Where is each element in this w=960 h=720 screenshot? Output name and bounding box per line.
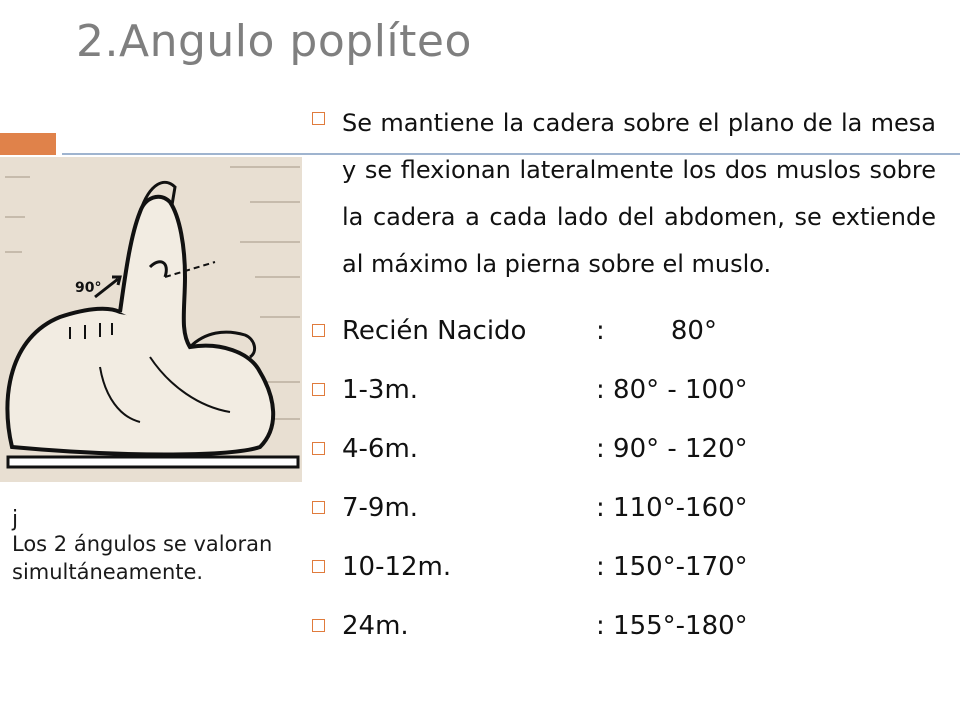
age-label: 1-3m. <box>342 374 419 405</box>
age-label: Recién Nacido <box>342 315 527 346</box>
accent-bar <box>0 133 56 155</box>
age-label: 4-6m. <box>342 433 419 464</box>
angle-value: : 110°-160° <box>596 492 748 523</box>
caption-fragment <box>10 506 290 532</box>
square-bullet-icon <box>312 324 325 337</box>
square-bullet-icon <box>312 619 325 632</box>
list-item <box>312 360 936 419</box>
list-item <box>312 478 936 537</box>
angle-value: : 80° <box>596 315 717 346</box>
popliteal-angle-illustration <box>0 157 302 482</box>
angle-value: : 150°-170° <box>596 551 748 582</box>
svg-text:j: j <box>12 507 19 532</box>
list-item <box>312 419 936 478</box>
square-bullet-icon <box>312 112 325 125</box>
square-bullet-icon <box>312 560 325 573</box>
age-label: 24m. <box>342 610 409 641</box>
slide-title: 2.Angulo poplíteo <box>76 16 472 67</box>
list-item <box>312 596 936 655</box>
age-value-list <box>312 301 936 655</box>
description-item <box>312 100 936 288</box>
list-item <box>312 537 936 596</box>
description-text: Se mantiene la cadera sobre el plano de la mesa y se flexionan lateralmente los dos muslos sobre la cadera a cada lado del abdomen, se extiende al máximo la pierna sobre el muslo. <box>342 109 936 278</box>
angle-value: : 80° - 100° <box>596 374 748 405</box>
square-bullet-icon <box>312 501 325 514</box>
figure-caption: Los 2 ángulos se valoran simultáneamente. <box>12 532 273 584</box>
content-list <box>312 100 936 655</box>
age-label: 10-12m. <box>342 551 452 582</box>
angle-label: 90° <box>75 280 102 296</box>
angle-value: : 155°-180° <box>596 610 748 641</box>
square-bullet-icon <box>312 383 325 396</box>
age-label: 7-9m. <box>342 492 419 523</box>
list-item <box>312 301 936 360</box>
angle-value: : 90° - 120° <box>596 433 748 464</box>
square-bullet-icon <box>312 442 325 455</box>
